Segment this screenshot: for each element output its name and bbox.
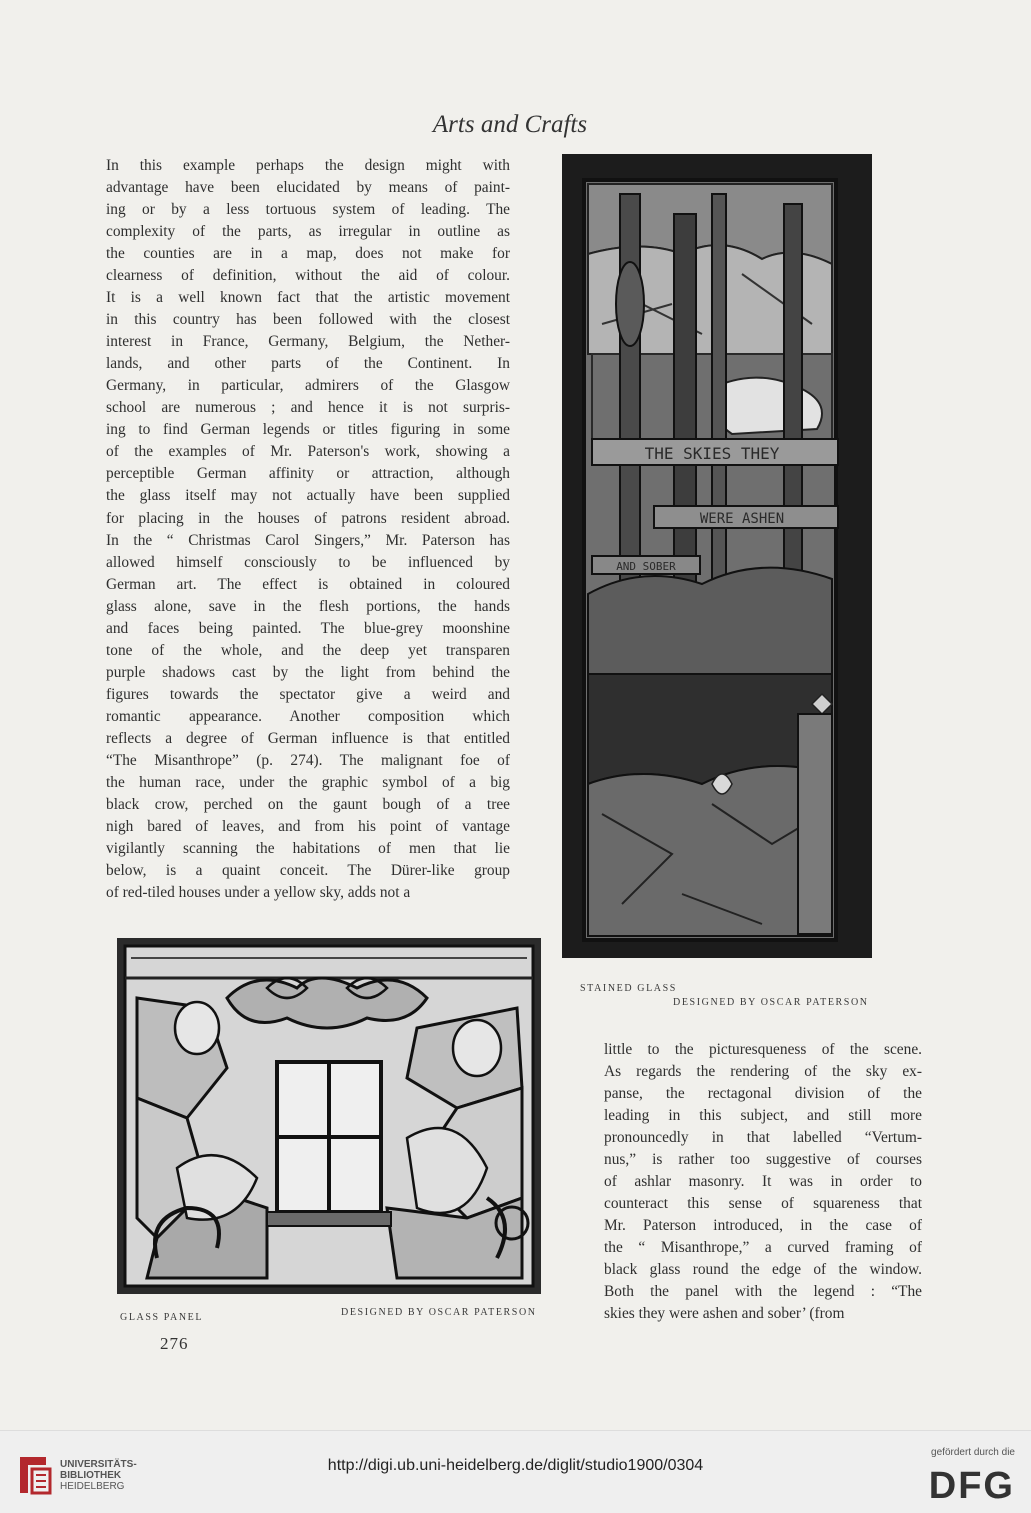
left-text-line: In this example perhaps the design might with	[106, 157, 510, 174]
left-text-line: nigh bared of leaves, and from his point of vantage	[106, 817, 510, 835]
right-text-line: leading in this subject, and still more	[604, 1107, 922, 1125]
stained-glass-illustration	[562, 154, 872, 958]
glass-panel-figure	[117, 938, 541, 1294]
right-text-line: Mr. Paterson introduced, in the case of	[604, 1217, 922, 1235]
left-text-line: clearness of definition, without the aid of colour.	[106, 267, 510, 285]
left-text-line: black crow, perched on the gaunt bough of a tree	[106, 795, 510, 813]
left-text-line: “The Misanthrope” (p. 274). The malignant foe of	[106, 751, 510, 769]
right-text-line: black glass round the edge of the window.	[604, 1261, 922, 1279]
left-text-line: of the examples of Mr. Paterson's work, showing a	[106, 443, 510, 461]
right-text-line: Both the panel with the legend : “The	[604, 1283, 922, 1301]
left-text-line: figures towards the spectator give a weird and	[106, 685, 510, 703]
right-text-line: of ashlar masonry. It was in order to	[604, 1173, 922, 1191]
left-text-line: It is a well known fact that the artistic movement	[106, 289, 510, 307]
left-text-line: allowed himself consciously to be influenced by	[106, 553, 510, 571]
left-text-line: school are numerous ; and hence it is not surpris-	[106, 399, 510, 417]
library-name-line-2: BIBLIOTHEK	[60, 1470, 122, 1481]
right-text-line: pronouncedly in that labelled “Vertum-	[604, 1129, 922, 1147]
left-text-column	[106, 155, 510, 904]
left-text-line: of red-tiled houses under a yellow sky, adds not a	[106, 884, 411, 902]
left-text-line: lands, and other parts of the Continent. In	[106, 355, 510, 373]
left-text-line: perceptible German affinity or attraction, although	[106, 465, 510, 483]
left-text-line: the counties are in a map, does not make for	[106, 245, 510, 263]
right-text-line: As regards the rendering of the sky ex-	[604, 1063, 922, 1081]
left-text-line: below, is a quaint conceit. The Dürer-like group	[106, 862, 510, 879]
left-text-line: ing or by a less tortuous system of leading. The	[106, 201, 510, 219]
right-text-line: counteract this sense of squareness that	[604, 1195, 922, 1213]
dfg-logo: DFG	[928, 1465, 1015, 1507]
stained-glass-caption-title: STAINED GLASS	[580, 983, 677, 994]
left-text-line: In the “ Christmas Carol Singers,” Mr. Paterson has	[106, 531, 510, 549]
left-text-line: the human race, under the graphic symbol of a big	[106, 773, 510, 791]
left-text-line: the glass itself may not actually have been supplied	[106, 487, 510, 505]
left-text-line: for placing in the houses of patrons resident abroad.	[106, 509, 510, 527]
stained-glass-caption-credit: DESIGNED BY OSCAR PATERSON	[673, 997, 869, 1008]
left-text-line: vigilantly scanning the habitations of men that lie	[106, 839, 510, 857]
legend-line-3: AND SOBER	[616, 560, 676, 573]
glass-panel-caption-title: GLASS PANEL	[120, 1312, 204, 1323]
left-text-line: romantic appearance. Another composition which	[106, 707, 510, 725]
page-number: 276	[160, 1334, 189, 1353]
right-text-line: panse, the rectagonal division of the	[604, 1085, 922, 1103]
left-text-line: tone of the whole, and the deep yet transparen	[106, 641, 510, 659]
left-text-line: and faces being painted. The blue-grey moonshine	[106, 619, 510, 637]
stained-glass-figure	[562, 154, 872, 958]
right-text-line: nus,” is rather too suggestive of courses	[604, 1151, 922, 1169]
left-text-line: in this country has been followed with the closest	[106, 311, 510, 329]
left-text-line: complexity of the parts, as irregular in outline as	[106, 223, 510, 241]
funding-note: gefördert durch die	[931, 1447, 1015, 1458]
left-text-line: purple shadows cast by the light from behind the	[106, 663, 510, 681]
glass-panel-illustration	[117, 938, 541, 1294]
legend-line-1: THE SKIES THEY	[644, 444, 780, 463]
left-text-line: ing to find German legends or titles figuring in some	[106, 421, 510, 439]
library-name-line-3: HEIDELBERG	[60, 1481, 125, 1492]
library-name-line-1: UNIVERSITÄTS-	[60, 1459, 137, 1470]
right-text-column	[604, 1039, 922, 1325]
digitization-footer	[0, 1430, 1031, 1513]
left-text-line: Germany, in particular, admirers of the Glasgow	[106, 377, 510, 395]
source-url-link[interactable]: http://digi.ub.uni-heidelberg.de/diglit/studio1900/0304	[327, 1457, 704, 1474]
left-text-line: German art. The effect is obtained in coloured	[106, 575, 510, 593]
left-text-line: interest in France, Germany, Belgium, the Nether-	[106, 333, 510, 351]
right-text-line: the “ Misanthrope,” a curved framing of	[604, 1239, 922, 1257]
right-text-line: little to the picturesqueness of the scene.	[604, 1041, 922, 1058]
right-text-line: skies they were ashen and sober’ (from	[604, 1305, 845, 1323]
left-text-line: glass alone, save in the flesh portions, the hands	[106, 597, 510, 615]
glass-panel-caption-credit: DESIGNED BY OSCAR PATERSON	[341, 1307, 537, 1318]
left-text-line: advantage have been elucidated by means of paint-	[106, 179, 510, 197]
legend-line-2: WERE ASHEN	[699, 511, 785, 527]
running-title: Arts and Crafts	[432, 111, 588, 138]
left-text-line: reflects a degree of German influence is that entitled	[106, 729, 510, 747]
